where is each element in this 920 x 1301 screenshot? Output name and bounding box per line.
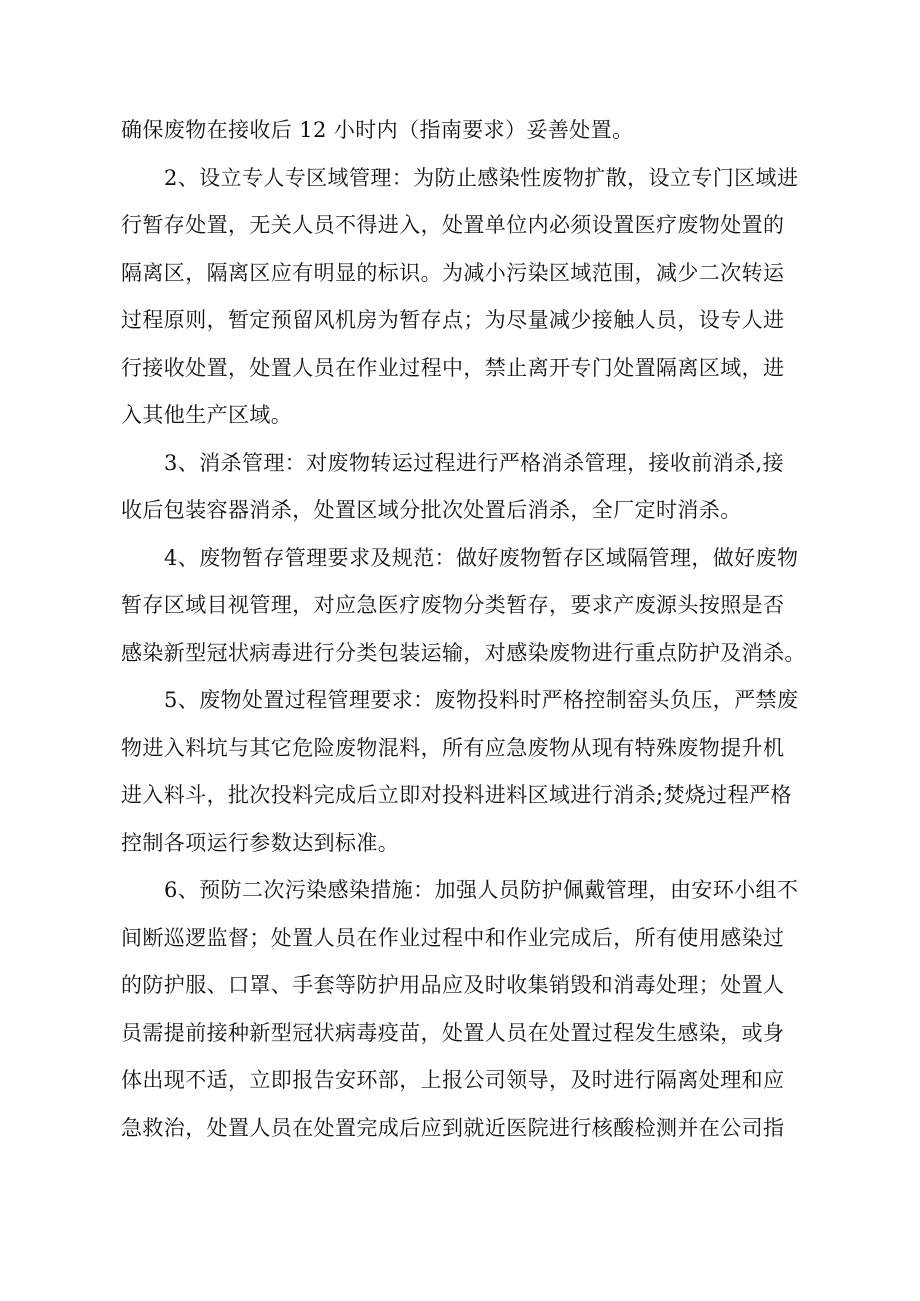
text-line: 4、废物暂存管理要求及规范：做好废物暂存区域隔管理，做好废物 [164, 545, 799, 570]
text-line: 隔离区，隔离区应有明显的标识。为减小污染区域范围，减少二次转运 [121, 260, 785, 285]
text-line: 暂存区域目视管理，对应急医疗废物分类暂存，要求产废源头按照是否 [121, 593, 785, 617]
text-line: 6、预防二次污染感染措施：加强人员防护佩戴管理，由安环小组不 [164, 878, 799, 902]
text-line: 确保废物在接收后 12 小时内（指南要求）妥善处置。 [121, 118, 634, 142]
text-line: 控制各项运行参数达到标准。 [121, 830, 400, 855]
text-line: 收后包装容器消杀，处置区域分批次处置后消杀，全厂定时消杀。 [121, 498, 742, 522]
text-line: 急救治，处置人员在处置完成后应到就近医院进行核酸检测并在公司指 [121, 1115, 785, 1140]
text-line: 间断巡逻监督；处置人员在作业过程中和作业完成后，所有使用感染过 [121, 925, 785, 950]
text-line: 行接收处置，处置人员在作业过程中，禁止离开专门处置隔离区域，进 [121, 355, 785, 380]
text-line: 行暂存处置，无关人员不得进入，处置单位内必须设置医疗废物处置的 [121, 213, 785, 237]
text-line: 入其他生产区域。 [121, 403, 293, 427]
text-line: 体出现不适，立即报告安环部，上报公司领导，及时进行隔离处理和应 [121, 1068, 785, 1092]
text-line: 进入料斗，批次投料完成后立即对投料进料区域进行消杀;焚烧过程严格 [121, 783, 792, 807]
text-line: 感染新型冠状病毒进行分类包装运输，对感染废物进行重点防护及消杀。 [121, 640, 806, 665]
document-body [121, 107, 806, 1152]
text-line: 5、废物处置过程管理要求：废物投料时严格控制窑头负压，严禁废 [164, 688, 799, 712]
text-line: 过程原则，暂定预留风机房为暂存点；为尽量减少接触人员，设专人进 [121, 308, 785, 332]
text-line: 的防护服、口罩、手套等防护用品应及时收集销毁和消毒处理；处置人 [121, 973, 785, 997]
text-line: 3、消杀管理：对废物转运过程进行严格消杀管理，接收前消杀,接 [164, 450, 785, 475]
text-line: 员需提前接种新型冠状病毒疫苗，处置人员在处置过程发生感染，或身 [121, 1020, 785, 1045]
text-line: 物进入料坑与其它危险废物混料，所有应急废物从现有特殊废物提升机 [121, 735, 785, 760]
text-line: 2、设立专人专区域管理：为防止感染性废物扩散，设立专门区域进 [164, 165, 799, 190]
